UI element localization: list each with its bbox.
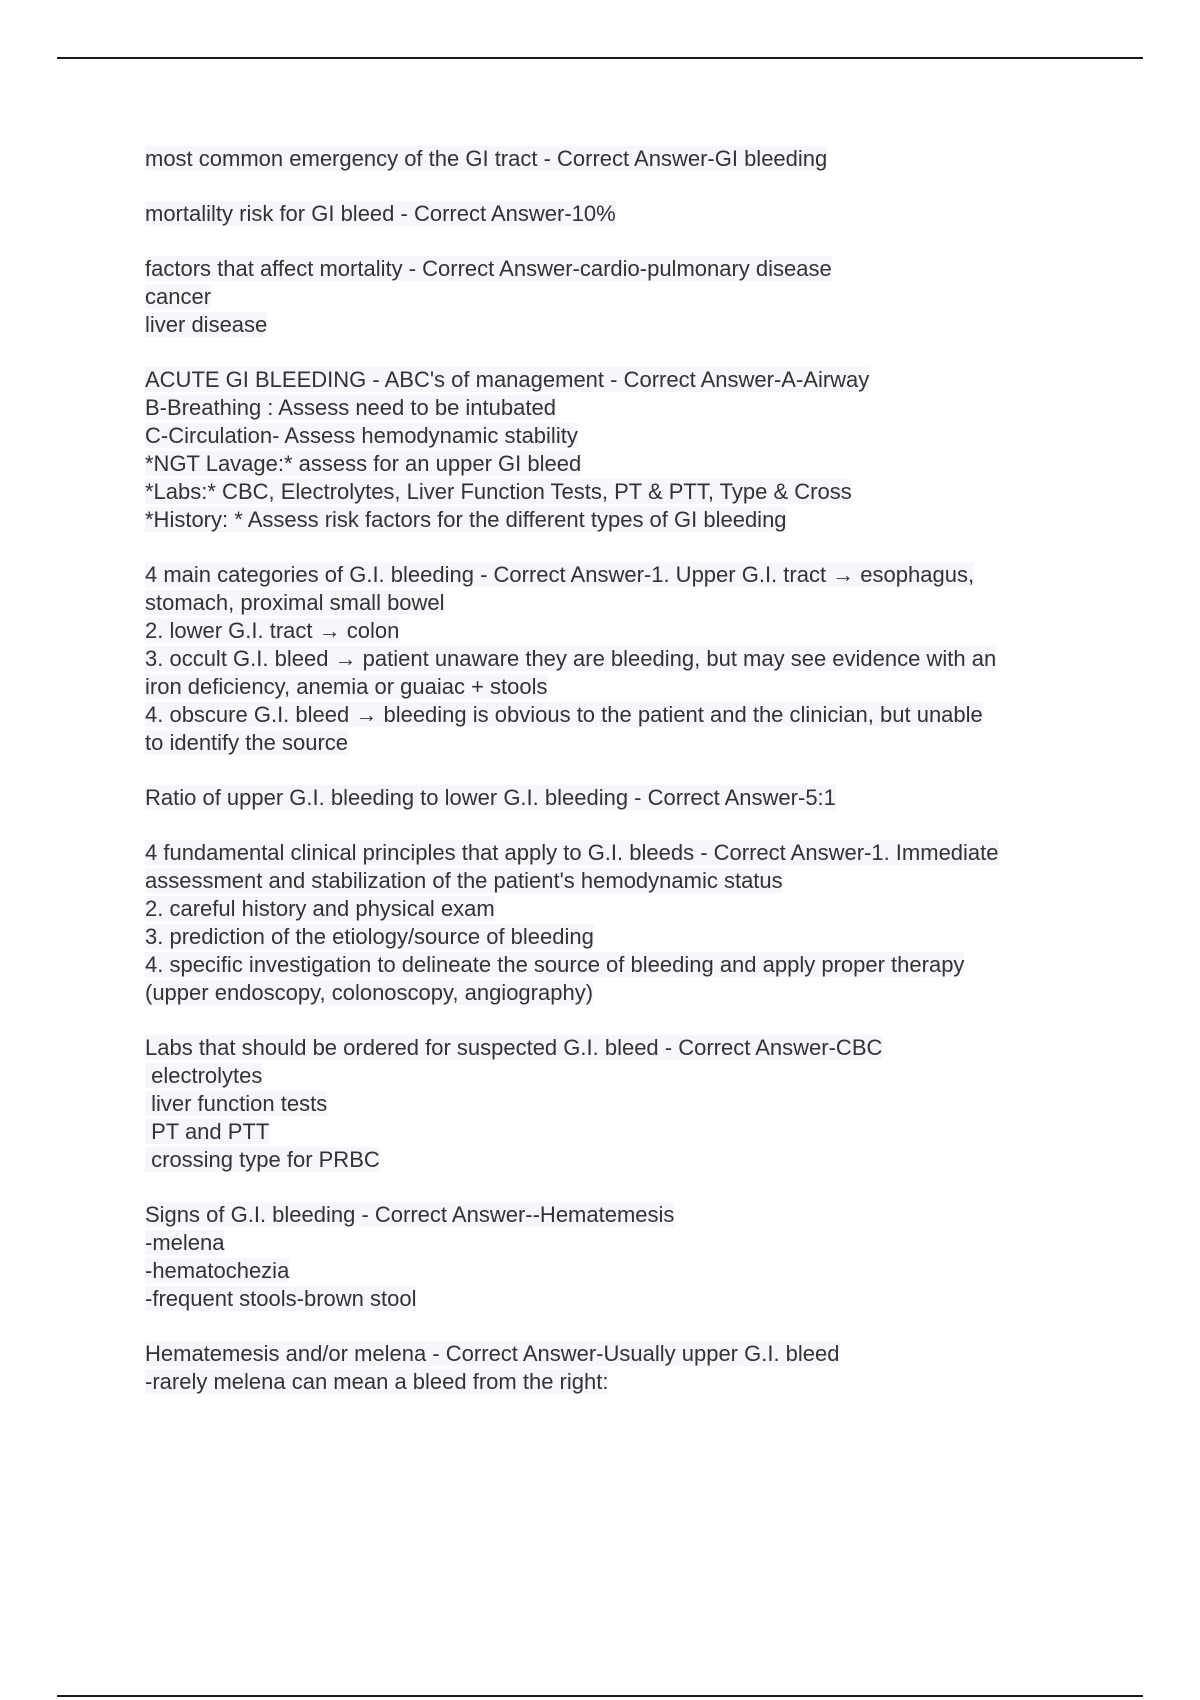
text-line: stomach, proximal small bowel — [145, 590, 445, 615]
text-line: -hematochezia — [145, 1258, 290, 1283]
text-line: Signs of G.I. bleeding - Correct Answer--Hematemesis — [145, 1202, 675, 1227]
text-line: B-Breathing : Assess need to be intubated — [145, 395, 556, 420]
text-line: mortalilty risk for GI bleed - Correct Answer-10% — [145, 201, 616, 226]
qa-entry — [145, 839, 1095, 1007]
text-line: 4 main categories of G.I. bleeding - Correct Answer-1. Upper G.I. tract → esophagus, — [145, 562, 975, 587]
text-line: PT and PTT — [145, 1119, 270, 1144]
qa-entry — [145, 200, 1095, 228]
text-line: *History: * Assess risk factors for the different types of GI bleeding — [145, 507, 787, 532]
text-line: electrolytes — [145, 1063, 263, 1088]
text-line: ACUTE GI BLEEDING - ABC's of management - Correct Answer-A-Airway — [145, 367, 870, 392]
text-line: 4. specific investigation to delineate the source of bleeding and apply proper therapy — [145, 952, 965, 977]
text-line: liver function tests — [145, 1091, 328, 1116]
text-line: (upper endoscopy, colonoscopy, angiography) — [145, 980, 594, 1005]
text-line: Labs that should be ordered for suspected G.I. bleed - Correct Answer-CBC — [145, 1035, 883, 1060]
qa-entry — [145, 366, 1095, 534]
text-line: -frequent stools-brown stool — [145, 1286, 417, 1311]
text-line: 2. careful history and physical exam — [145, 896, 495, 921]
text-line: assessment and stabilization of the patient's hemodynamic status — [145, 868, 783, 893]
qa-entry — [145, 1034, 1095, 1174]
text-line: 3. occult G.I. bleed → patient unaware they are bleeding, but may see evidence with an — [145, 646, 997, 671]
text-line: to identify the source — [145, 730, 349, 755]
qa-entry — [145, 784, 1095, 812]
qa-entry — [145, 561, 1095, 757]
text-line: Ratio of upper G.I. bleeding to lower G.I. bleeding - Correct Answer-5:1 — [145, 785, 836, 810]
qa-entry — [145, 145, 1095, 173]
text-line: 2. lower G.I. tract → colon — [145, 618, 400, 643]
bottom-rule — [57, 1695, 1143, 1697]
text-line: most common emergency of the GI tract - Correct Answer-GI bleeding — [145, 146, 828, 171]
text-line: -rarely melena can mean a bleed from the right: — [145, 1369, 609, 1394]
text-line: 4 fundamental clinical principles that apply to G.I. bleeds - Correct Answer-1. Immediate — [145, 840, 999, 865]
text-line: C-Circulation- Assess hemodynamic stability — [145, 423, 578, 448]
text-line: *Labs:* CBC, Electrolytes, Liver Function Tests, PT & PTT, Type & Cross — [145, 479, 852, 504]
text-line: factors that affect mortality - Correct Answer-cardio-pulmonary disease — [145, 256, 832, 281]
text-line: iron deficiency, anemia or guaiac + stools — [145, 674, 548, 699]
text-line: cancer — [145, 284, 212, 309]
qa-entry — [145, 1340, 1095, 1396]
text-line: *NGT Lavage:* assess for an upper GI bleed — [145, 451, 582, 476]
text-line: Hematemesis and/or melena - Correct Answer-Usually upper G.I. bleed — [145, 1341, 840, 1366]
text-line: liver disease — [145, 312, 268, 337]
qa-entry — [145, 1201, 1095, 1313]
text-line: 4. obscure G.I. bleed → bleeding is obvious to the patient and the clinician, but unable — [145, 702, 983, 727]
top-rule — [57, 57, 1143, 59]
text-line: 3. prediction of the etiology/source of bleeding — [145, 924, 594, 949]
document-body — [145, 145, 1095, 1423]
text-line: -melena — [145, 1230, 225, 1255]
text-line: crossing type for PRBC — [145, 1147, 380, 1172]
qa-entry — [145, 255, 1095, 339]
